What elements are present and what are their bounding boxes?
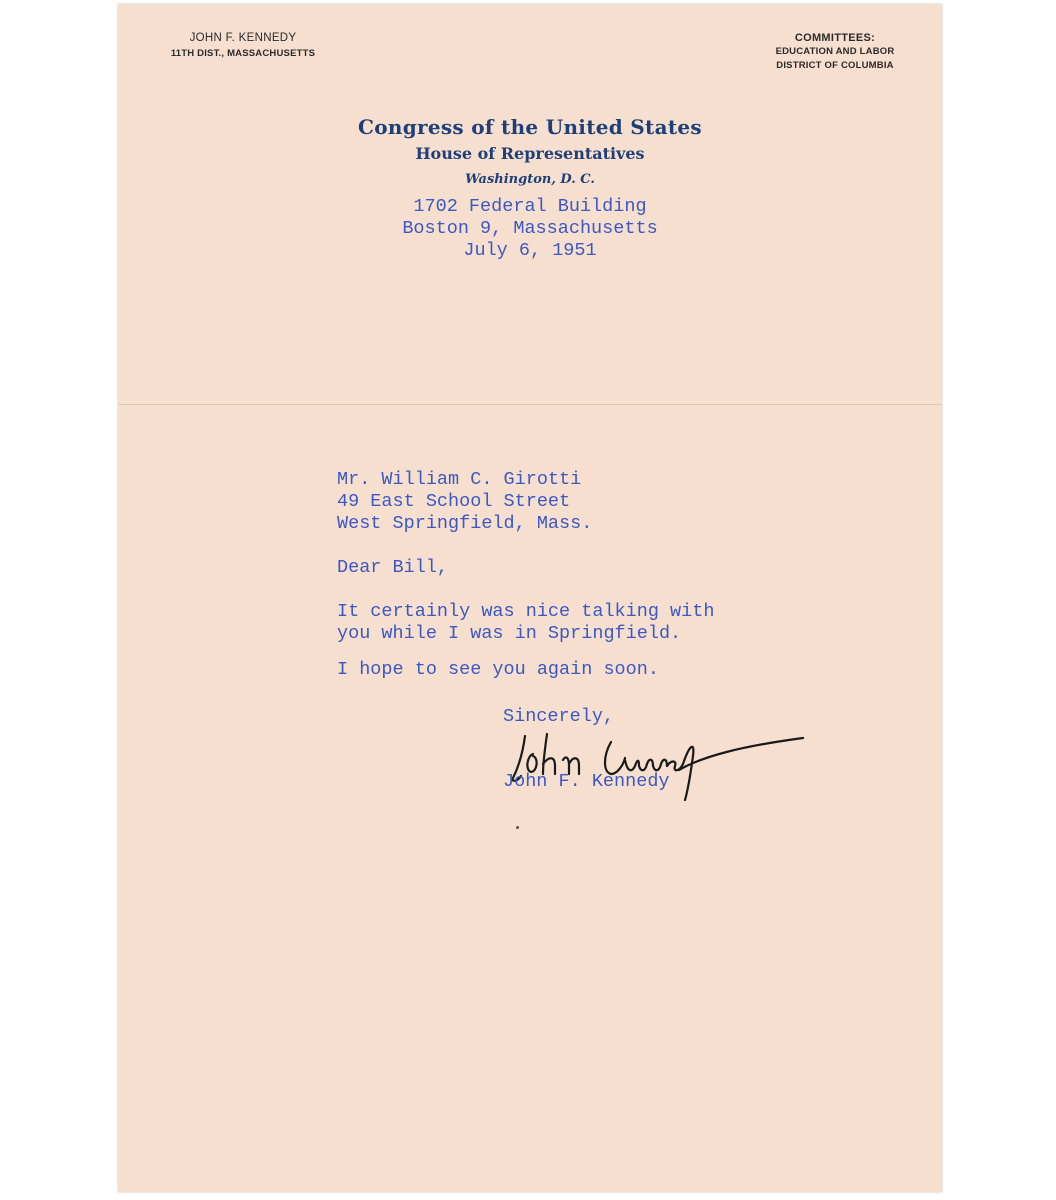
closing: Sincerely, xyxy=(503,706,615,727)
committee-item: DISTRICT OF COLUMBIA xyxy=(776,60,894,71)
letterhead-city: Washington, D. C. xyxy=(465,172,595,187)
letter-body xyxy=(337,469,714,681)
letter-date: July 6, 1951 xyxy=(463,240,597,261)
committee-item: EDUCATION AND LABOR xyxy=(775,46,895,57)
handwritten-signature xyxy=(503,726,813,811)
recipient-name: Mr. William C. Girotti xyxy=(337,469,582,490)
letterhead-member-name: JOHN F. KENNEDY xyxy=(189,32,297,44)
committees-title: COMMITTEES: xyxy=(794,32,876,44)
signer-name: John F. Kennedy xyxy=(503,771,670,792)
body-paragraph-2: I hope to see you again soon. xyxy=(337,659,659,680)
paper-speck xyxy=(516,826,519,829)
recipient-city: West Springfield, Mass. xyxy=(337,513,593,534)
salutation: Dear Bill, xyxy=(337,557,449,578)
letterhead-right xyxy=(750,31,920,73)
letterhead-congress: Congress of the United States xyxy=(358,115,702,139)
heading-address-line2: Boston 9, Massachusetts xyxy=(402,218,658,239)
recipient-street: 49 East School Street xyxy=(337,491,571,512)
heading-block xyxy=(118,196,942,262)
letterhead-house: House of Representatives xyxy=(415,144,645,163)
letter-sheet xyxy=(118,4,942,1192)
fold-crease xyxy=(118,404,942,405)
heading-address-line1: 1702 Federal Building xyxy=(413,196,647,217)
letterhead-left xyxy=(143,31,343,61)
body-paragraph-1-line-1: It certainly was nice talking with xyxy=(337,601,715,622)
body-paragraph-1-line-2: you while I was in Springfield. xyxy=(337,623,682,644)
letterhead-district: 11TH DIST., MASSACHUSETTS xyxy=(170,48,316,59)
